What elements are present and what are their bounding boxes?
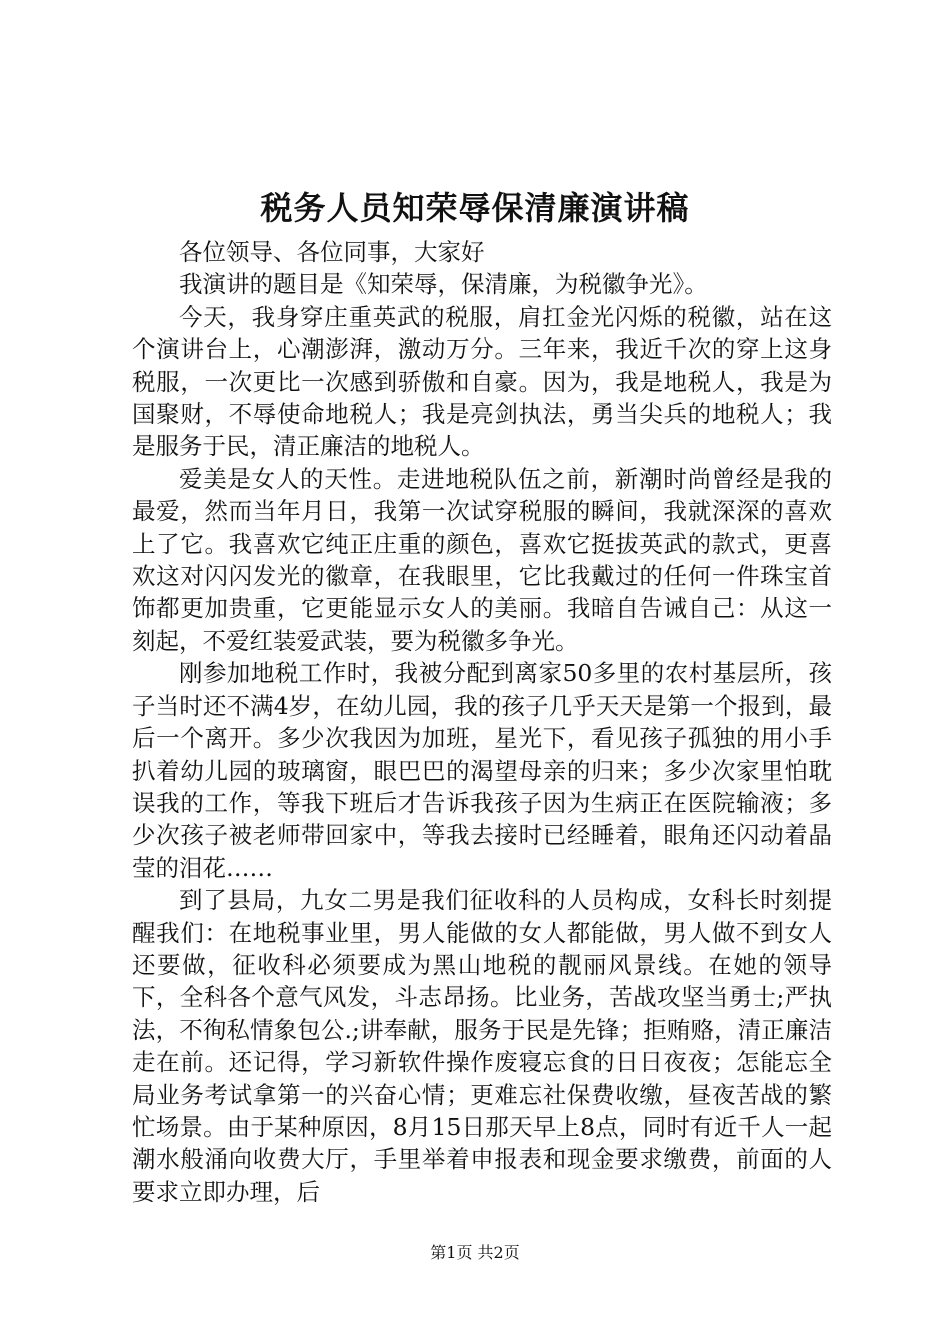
page-number: 第1页 共2页 [430, 1243, 520, 1262]
document-body [132, 236, 832, 1208]
paragraph-greeting: 各位领导、各位同事，大家好 [179, 238, 485, 266]
paragraph-intro: 今天，我身穿庄重英武的税服，肩扛金光闪烁的税徽，站在这个演讲台上，心潮澎湃，激动万分。三年来，我近千次的穿上这身税服，一次更比一次感到骄傲和自豪。因为，我是地税人，我是为国聚财，不辱使命地税人；我是亮剑执法，勇当尖兵的地税人；我是服务于民，清正廉洁的地税人。 [132, 302, 832, 461]
paragraph-topic: 我演讲的题目是《知荣辱，保清廉，为税徽争光》。 [179, 270, 708, 299]
document-title: 税务人员知荣辱保清廉演讲稿 [260, 189, 690, 227]
paragraph-uniform: 爱美是女人的天性。走进地税队伍之前，新潮时尚曾经是我的最爱，然而当年月日，我第一次试穿税服的瞬间，我就深深的喜欢上了它。我喜欢它纯正庄重的颜色，喜欢它挺拔英武的款式，更喜欢这对闪闪发光的徽章，在我眼里，它比我戴过的任何一件珠宝首饰都更加贵重，它更能显示女人的美丽。我暗自告诫自己：从这一刻起，不爱红装爱武装，要为税徽多争光。 [132, 464, 832, 655]
paragraph-county-bureau: 到了县局，九女二男是我们征收科的人员构成，女科长时刻提醒我们：在地税事业里，男人能做的女人都能做，男人做不到女人还要做，征收科必须要成为黑山地税的靓丽风景线。在她的领导下，全科各个意气风发，斗志昂扬。比业务，苦战攻坚当勇士;严执法，不徇私情象包公.;讲奉献，服务于民是先锋；拒贿赂，清正廉洁走在前。还记得，学习新软件操作废寝忘食的日日夜夜；怎能忘全局业务考试拿第一的兴奋心情；更难忘社保费收缴，昼夜苦战的繁忙场景。由于某种原因，8月15日那天早上8点，同时有近千人一起潮水般涌向收费大厅，手里举着申报表和现金要求缴费，前面的人要求立即办理，后 [132, 886, 832, 1206]
paragraph-early-work: 刚参加地税工作时，我被分配到离家50多里的农村基层所，孩子当时还不满4岁，在幼儿园，我的孩子几乎天天是第一个报到，最后一个离开。多少次我因为加班，星光下，看见孩子孤独的用小手扒着幼儿园的玻璃窗，眼巴巴的渴望母亲的归来；多少次家里怕耽误我的工作，等我下班后才告诉我孩子因为生病正在医院输液；多少次孩子被老师带回家中，等我去接时已经睡着，眼角还闪动着晶莹的泪花…… [132, 659, 832, 882]
